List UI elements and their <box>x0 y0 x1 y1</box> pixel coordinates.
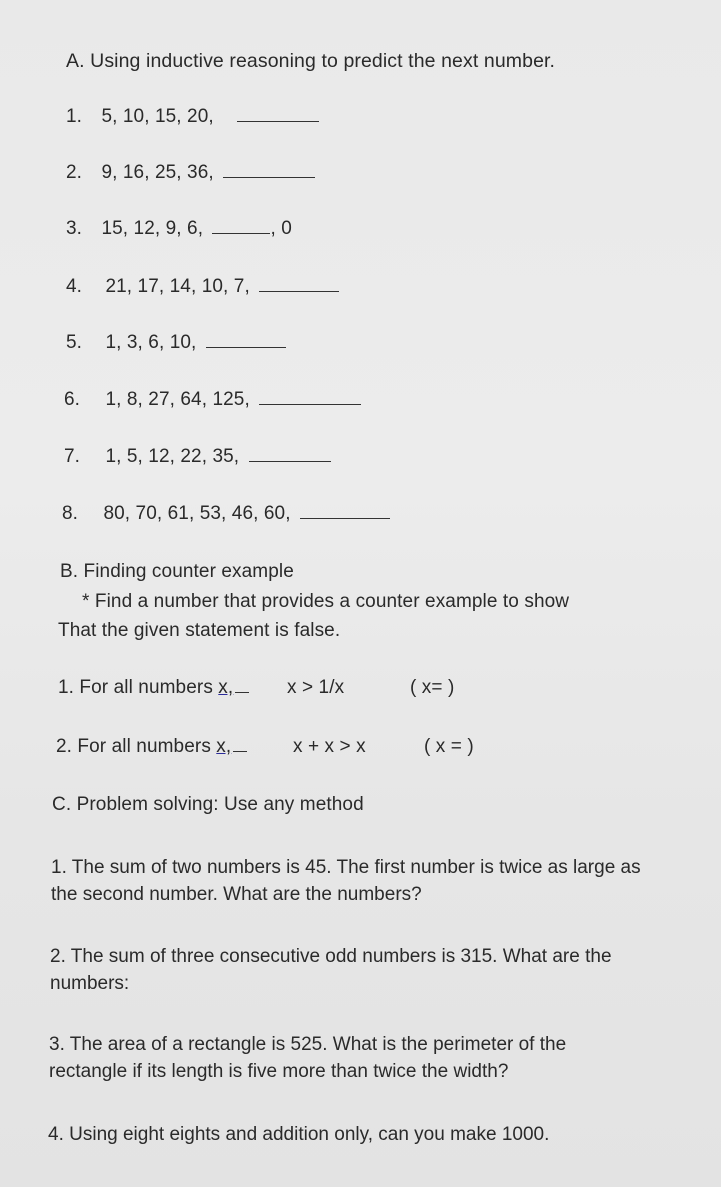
problem-2: 2. The sum of three consecutive odd numbers is 315. What are the numbers: <box>50 946 612 994</box>
answer-2[interactable]: ( x = ) <box>424 736 474 757</box>
sequence: 5, 10, 15, 20, <box>101 106 214 127</box>
seq-item-7 <box>64 446 331 468</box>
seq-item-1 <box>66 106 319 128</box>
counter-example-item-1 <box>58 677 249 699</box>
section-b-title: B. Finding counter example <box>60 561 294 582</box>
answer-blank[interactable] <box>206 346 286 348</box>
variable: x, <box>216 736 232 757</box>
sequence: 1, 8, 27, 64, 125, <box>105 389 250 410</box>
answer-blank[interactable] <box>259 403 361 405</box>
item-number: 2. <box>66 162 83 183</box>
answer-blank[interactable] <box>259 290 339 292</box>
statement-2: x + x > x <box>293 736 366 757</box>
section-a-title: A. Using inductive reasoning to predict the next number. <box>66 50 556 72</box>
item-number: 8. <box>62 503 79 524</box>
item-number: 7. <box>64 446 81 467</box>
problem-1: 1. The sum of two numbers is 45. The first number is twice as large as the second number. What are the numbers? <box>51 857 641 905</box>
statement-prefix: 1. For all numbers <box>58 677 219 698</box>
answer-blank[interactable] <box>249 460 331 462</box>
answer-blank[interactable] <box>237 120 319 122</box>
section-c-title: C. Problem solving: Use any method <box>52 794 364 815</box>
problem-3: 3. The area of a rectangle is 525. What is the perimeter of the rectangle if its length is five more than twice the width? <box>49 1034 567 1082</box>
sequence: 1, 5, 12, 22, 35, <box>105 446 240 467</box>
seq-item-3 <box>66 218 292 240</box>
sequence-suffix: , 0 <box>270 218 292 239</box>
answer-blank[interactable] <box>212 232 270 234</box>
section-b-instruction-1: * Find a number that provides a counter example to show <box>82 591 570 612</box>
section-b-instruction-2: That the given statement is false. <box>58 620 341 641</box>
sequence: 21, 17, 14, 10, 7, <box>105 276 250 297</box>
seq-item-5 <box>66 332 286 354</box>
seq-item-8 <box>62 503 390 525</box>
underline <box>235 691 249 693</box>
answer-1[interactable]: ( x= ) <box>410 677 455 698</box>
item-number: 4. <box>66 276 83 297</box>
seq-item-6 <box>64 389 361 411</box>
problem-4: 4. Using eight eights and addition only, can you make 1000. <box>48 1124 550 1145</box>
item-number: 3. <box>66 218 83 239</box>
underline <box>233 750 247 752</box>
sequence: 1, 3, 6, 10, <box>105 332 197 353</box>
counter-example-item-2 <box>56 736 247 758</box>
statement-1: x > 1/x <box>287 677 345 698</box>
sequence: 80, 70, 61, 53, 46, 60, <box>103 503 291 524</box>
item-number: 6. <box>64 389 81 410</box>
sequence: 15, 12, 9, 6, <box>101 218 204 239</box>
sequence: 9, 16, 25, 36, <box>101 162 214 183</box>
seq-item-4 <box>66 276 339 298</box>
seq-item-2 <box>66 162 315 184</box>
answer-blank[interactable] <box>223 176 315 178</box>
variable: x, <box>218 677 234 698</box>
item-number: 1. <box>66 106 83 127</box>
answer-blank[interactable] <box>300 517 390 519</box>
item-number: 5. <box>66 332 83 353</box>
statement-prefix: 2. For all numbers <box>56 736 217 757</box>
